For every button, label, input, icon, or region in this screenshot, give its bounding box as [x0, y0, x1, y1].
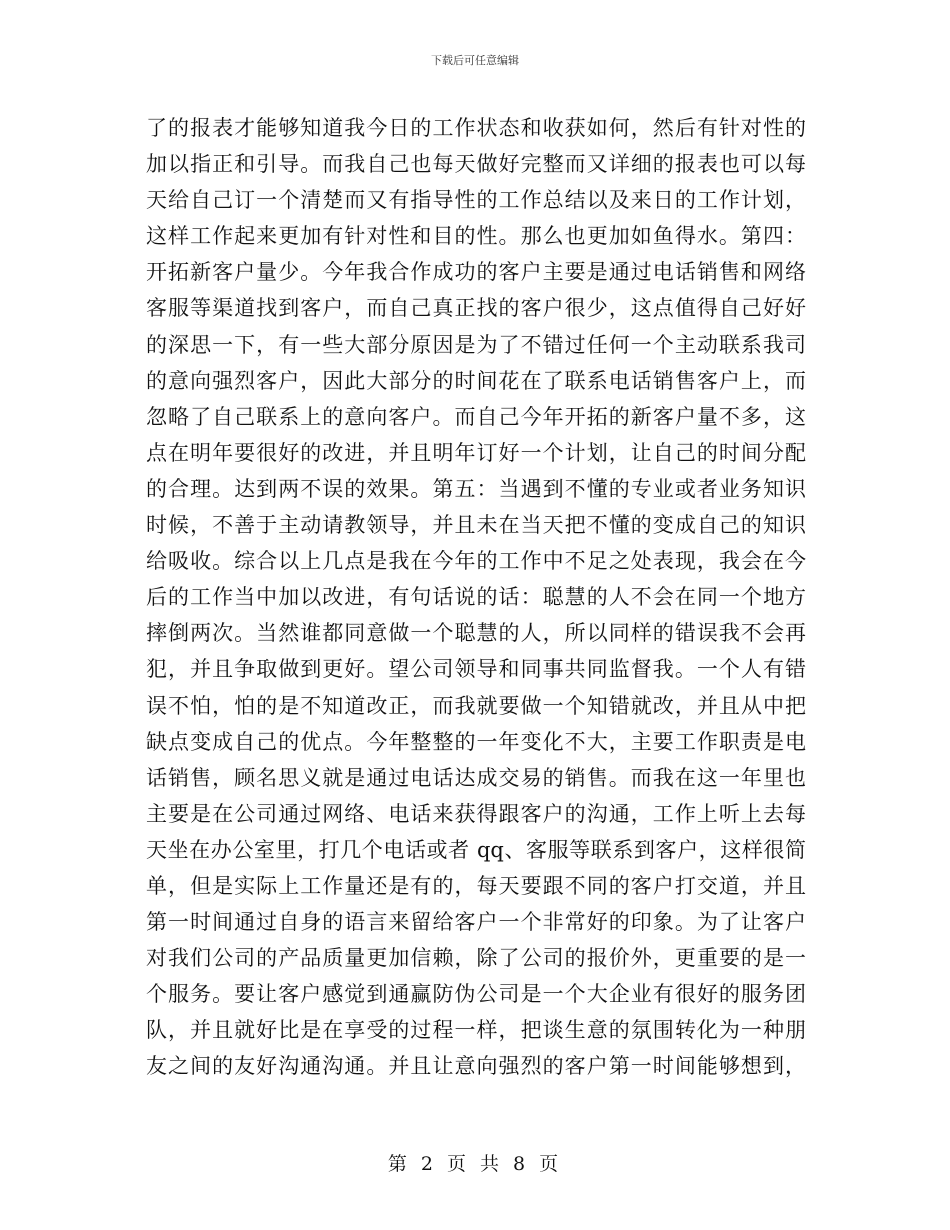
text-line: 天坐在办公室里，打几个电话或者 qq、客服等联系到客户，这样很简 [146, 837, 806, 862]
text-line: 缺点变成自己的优点。今年整整的一年变化不大，主要工作职责是电 [146, 729, 806, 754]
text-line: 主要是在公司通过网络、电话来获得跟客户的沟通，工作上听上去每 [146, 801, 806, 826]
text-line: 加以指正和引导。而我自己也每天做好完整而又详细的报表也可以每 [146, 152, 806, 177]
text-line: 队，并且就好比是在享受的过程一样，把谈生意的氛围转化为一种朋 [146, 1018, 806, 1043]
text-line: 误不怕，怕的是不知道改正，而我就要做一个知错就改，并且从中把 [146, 693, 806, 718]
text-line: 的深思一下，有一些大部分原因是为了不错过任何一个主动联系我司 [146, 332, 806, 357]
text-line: 第一时间通过自身的语言来留给客户一个非常好的印象。为了让客户 [146, 910, 806, 935]
text-line: 摔倒两次。当然谁都同意做一个聪慧的人，所以同样的错误我不会再 [146, 621, 806, 646]
page-header-note: 下载后可任意编辑 [431, 54, 519, 67]
text-line: 点在明年要很好的改进，并且明年订好一个计划，让自己的时间分配 [146, 440, 806, 465]
text-line: 客服等渠道找到客户，而自己真正找的客户很少，这点值得自己好好 [146, 296, 806, 321]
text-line: 友之间的友好沟通沟通。并且让意向强烈的客户第一时间能够想到， [146, 1054, 806, 1079]
text-line: 的合理。达到两不误的效果。第五：当遇到不懂的专业或者业务知识 [146, 476, 806, 501]
text-line: 给吸收。综合以上几点是我在今年的工作中不足之处表现，我会在今 [146, 549, 806, 574]
text-line: 的意向强烈客户，因此大部分的时间花在了联系电话销售客户上，而 [146, 368, 806, 393]
text-line: 对我们公司的产品质量更加信赖，除了公司的报价外，更重要的是一 [146, 946, 806, 971]
text-line: 个服务。要让客户感觉到通赢防伪公司是一个大企业有很好的服务团 [146, 982, 806, 1007]
text-line: 后的工作当中加以改进，有句话说的话：聪慧的人不会在同一个地方 [146, 585, 806, 610]
text-line: 了的报表才能够知道我今日的工作状态和收获如何，然后有针对性的 [146, 116, 806, 140]
text-line: 话销售，顾名思义就是通过电话达成交易的销售。而我在这一年里也 [146, 765, 806, 790]
text-line: 忽略了自己联系上的意向客户。而自己今年开拓的新客户量不多，这 [146, 404, 806, 429]
body-text [146, 110, 806, 1085]
text-line: 天给自己订一个清楚而又有指导性的工作总结以及来日的工作计划， [146, 188, 806, 213]
text-line: 时候，不善于主动请教领导，并且未在当天把不懂的变成自己的知识 [146, 513, 806, 538]
text-line: 开拓新客户量少。今年我合作成功的客户主要是通过电话销售和网络 [146, 260, 806, 285]
page-number: 第 2 页 共 8 页 [387, 1153, 563, 1175]
text-line: 犯，并且争取做到更好。望公司领导和同事共同监督我。一个人有错 [146, 657, 806, 682]
text-line: 这样工作起来更加有针对性和目的性。那么也更加如鱼得水。第四： [146, 224, 806, 249]
text-line: 单，但是实际上工作量还是有的，每天要跟不同的客户打交道，并且 [146, 873, 806, 898]
